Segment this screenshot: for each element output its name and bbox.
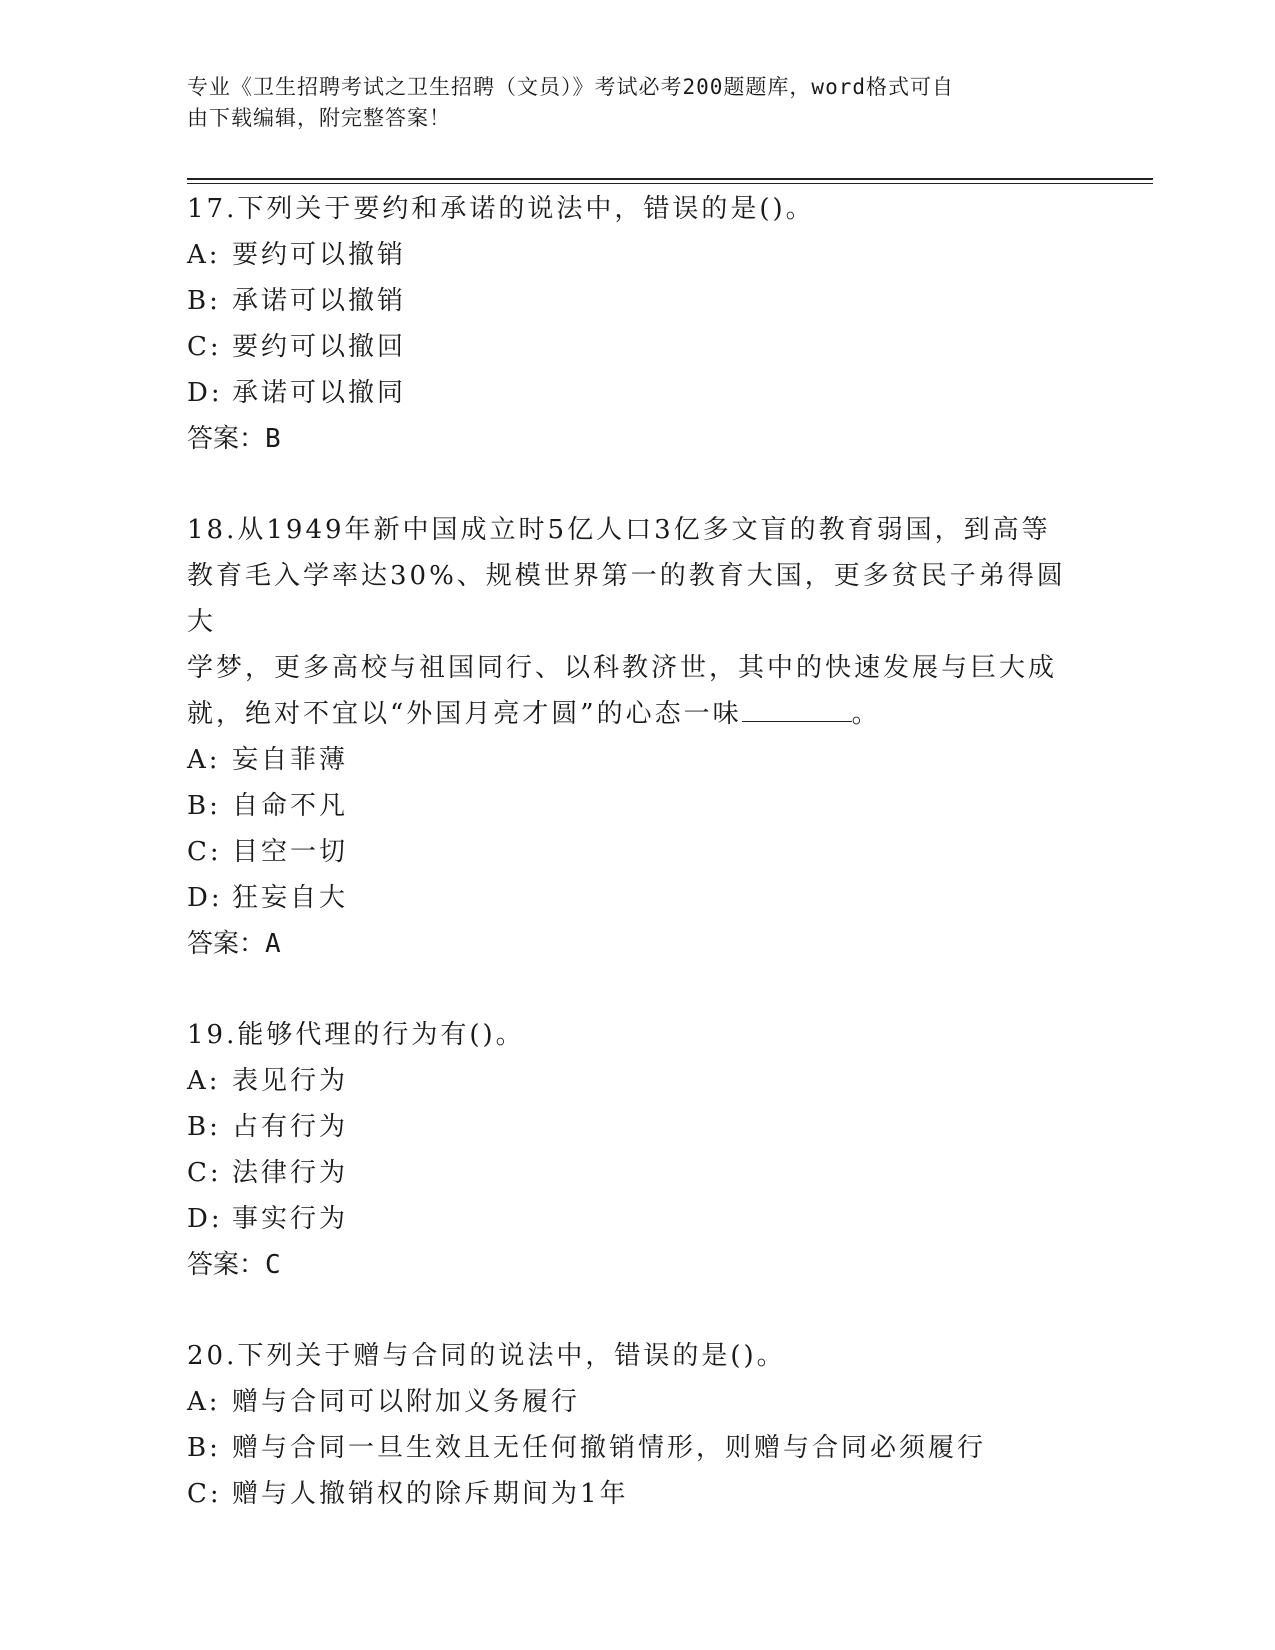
option-text: 目空一切: [232, 837, 349, 867]
option-text: 赠与合同一旦生效且无任何撤销情形，则赠与合同必须履行: [232, 1433, 987, 1463]
option-c: [187, 1471, 1087, 1517]
header-divider-thick: [187, 178, 1153, 180]
header-line-1: 专业《卫生招聘考试之卫生招聘（文员）》考试必考200题题库，word格式可自: [187, 75, 954, 99]
answer-label: 答案：B: [187, 424, 281, 454]
option-letter: B:: [187, 791, 221, 821]
option-text: 表见行为: [232, 1066, 349, 1096]
option-letter: C:: [187, 1158, 222, 1188]
option-letter: A:: [187, 1387, 221, 1417]
option-letter: A:: [187, 240, 221, 270]
option-c: [187, 829, 1087, 875]
option-b: [187, 783, 1087, 829]
option-a: [187, 737, 1087, 783]
option-a: [187, 1058, 1087, 1104]
option-text: 承诺可以撤销: [232, 286, 407, 316]
header-line-2: 由下载编辑，附完整答案！: [187, 106, 451, 130]
option-letter: D:: [187, 378, 223, 408]
question-19: [187, 1012, 1087, 1288]
option-text: 承诺可以撤同: [232, 378, 407, 408]
option-text: 事实行为: [232, 1204, 349, 1234]
option-text: 要约可以撤回: [232, 332, 407, 362]
fill-in-blank: [742, 695, 852, 722]
question-20: [187, 1333, 1087, 1517]
option-text: 赠与人撤销权的除斥期间为1年: [232, 1479, 629, 1509]
question-stem: [187, 1333, 1087, 1379]
option-d: [187, 875, 1087, 921]
option-d: [187, 1196, 1087, 1242]
question-text-end: 。: [851, 699, 881, 729]
option-letter: B:: [187, 1433, 221, 1463]
option-letter: A:: [187, 1066, 221, 1096]
answer-label: 答案：C: [187, 1250, 281, 1280]
question-text-line-4-wrap: [187, 691, 1087, 737]
question-stem: [187, 507, 1087, 553]
option-letter: C:: [187, 1479, 222, 1509]
question-number: 19.: [187, 1020, 238, 1050]
option-text: 妄自菲薄: [232, 745, 349, 775]
option-letter: B:: [187, 286, 221, 316]
option-letter: B:: [187, 1112, 221, 1142]
header-divider-thin: [187, 183, 1153, 184]
option-letter: D:: [187, 883, 223, 913]
question-stem: [187, 1012, 1087, 1058]
option-letter: A:: [187, 745, 221, 775]
answer-label: 答案：A: [187, 929, 281, 959]
option-a: [187, 232, 1087, 278]
question-text-line-1: 从1949年新中国成立时5亿人口3亿多文盲的教育弱国，到高等: [237, 515, 1051, 545]
option-c: [187, 1150, 1087, 1196]
option-letter: C:: [187, 332, 222, 362]
question-text-line-4: 就，绝对不宜以“外国月亮才圆”的心态一味: [187, 699, 742, 729]
option-text: 狂妄自大: [232, 883, 349, 913]
option-letter: D:: [187, 1204, 223, 1234]
question-text: 能够代理的行为有()。: [237, 1020, 525, 1050]
option-letter: C:: [187, 837, 222, 867]
question-text-line-3: 学梦，更多高校与祖国同行、以科教济世，其中的快速发展与巨大成: [187, 653, 1058, 683]
option-c: [187, 324, 1087, 370]
option-b: [187, 278, 1087, 324]
question-text: 下列关于赠与合同的说法中，错误的是()。: [237, 1341, 786, 1371]
option-b: [187, 1104, 1087, 1150]
option-text: 自命不凡: [232, 791, 349, 821]
document-header: [187, 72, 1067, 134]
option-b: [187, 1425, 1087, 1471]
question-stem: [187, 186, 1087, 232]
question-text-line-2: 教育毛入学率达30%、规模世界第一的教育大国，更多贫民子弟得圆大: [187, 561, 1066, 637]
question-list: [187, 186, 1087, 1517]
question-number: 20.: [187, 1341, 238, 1371]
question-number: 18.: [187, 515, 238, 545]
question-18: [187, 507, 1087, 967]
question-17: [187, 186, 1087, 462]
question-text: 下列关于要约和承诺的说法中，错误的是()。: [237, 194, 815, 224]
option-text: 占有行为: [232, 1112, 349, 1142]
option-text: 要约可以撤销: [232, 240, 407, 270]
option-text: 法律行为: [232, 1158, 349, 1188]
option-a: [187, 1379, 1087, 1425]
question-number: 17.: [187, 194, 238, 224]
option-text: 赠与合同可以附加义务履行: [232, 1387, 581, 1417]
option-d: [187, 370, 1087, 416]
